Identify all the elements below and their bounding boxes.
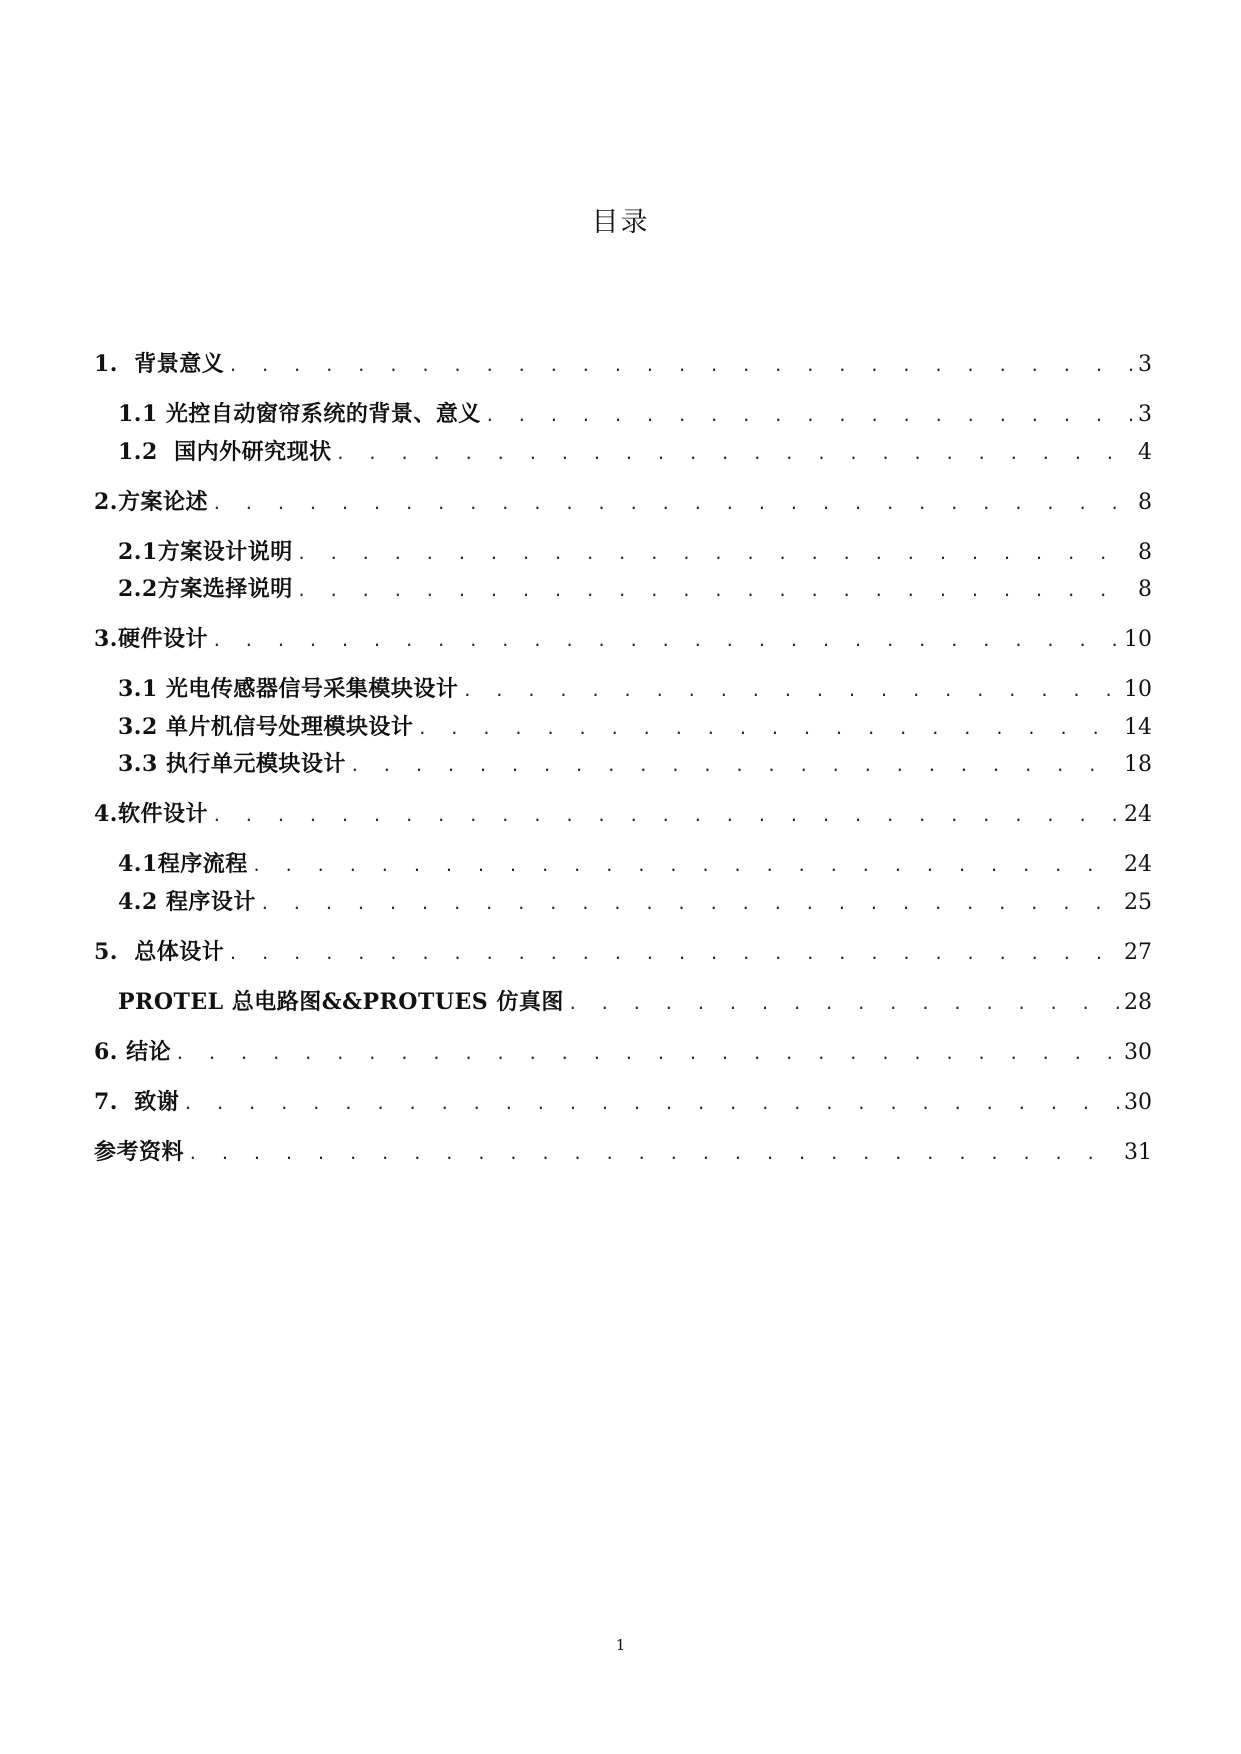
toc-entry-page: 30 [1124, 1090, 1152, 1115]
toc-entry-label: 2.1方案设计说明 [118, 539, 293, 565]
toc-dot-leader [228, 351, 1134, 381]
toc-dot-leader [175, 1039, 1120, 1069]
toc-entry[interactable] [118, 399, 1152, 429]
toc-entry[interactable] [94, 1087, 1152, 1117]
toc-entry[interactable] [94, 799, 1152, 829]
toc-entry[interactable] [118, 849, 1152, 879]
toc-entry-label: 4.软件设计 [94, 801, 208, 827]
toc-entry[interactable] [94, 1037, 1152, 1067]
toc-entry-label: 1.1 光控自动窗帘系统的背景、意义 [118, 401, 481, 427]
toc-entry[interactable] [118, 749, 1152, 779]
toc-entry-page: 18 [1124, 752, 1152, 777]
toc-entry-label: 4.1程序流程 [118, 851, 248, 877]
toc-entry-page: 8 [1138, 540, 1152, 565]
page-title: 目录 [591, 207, 650, 238]
toc-entry[interactable] [118, 674, 1152, 704]
toc-entry[interactable] [118, 437, 1152, 467]
toc-entry[interactable] [94, 624, 1152, 654]
toc-entry-label: PROTEL 总电路图&&PROTUES 仿真图 [118, 989, 564, 1015]
toc-entry-page: 8 [1138, 490, 1152, 515]
toc-dot-leader [297, 576, 1134, 606]
toc-entry-page: 28 [1124, 990, 1152, 1015]
toc-entry-label: 参考资料 [94, 1139, 185, 1165]
toc-entry[interactable] [118, 887, 1152, 917]
toc-entry[interactable] [118, 574, 1152, 604]
toc-entry-page: 31 [1124, 1140, 1152, 1165]
table-of-contents [94, 0, 1152, 1754]
toc-entry-page: 30 [1124, 1040, 1152, 1065]
toc-entry-page: 3 [1138, 352, 1152, 377]
toc-dot-leader [568, 989, 1120, 1019]
toc-entry-page: 8 [1138, 577, 1152, 602]
toc-entry[interactable] [94, 937, 1152, 967]
toc-entry-label: 3.1 光电传感器信号采集模块设计 [118, 676, 459, 702]
toc-entry-label: 7. 致谢 [94, 1089, 180, 1115]
toc-dot-leader [350, 751, 1120, 781]
toc-entry-label: 2.方案论述 [94, 489, 208, 515]
toc-entry-page: 25 [1124, 890, 1152, 915]
toc-dot-leader [183, 1089, 1120, 1119]
toc-entry-page: 24 [1124, 802, 1152, 827]
page-number: 1 [615, 1636, 626, 1654]
toc-dot-leader [212, 801, 1120, 831]
toc-entry-label: 5. 总体设计 [94, 939, 225, 965]
toc-dot-leader [336, 439, 1134, 469]
toc-dot-leader [260, 889, 1120, 919]
toc-dot-leader [188, 1139, 1120, 1169]
toc-entry-page: 27 [1124, 940, 1152, 965]
toc-entry-page: 10 [1124, 627, 1152, 652]
toc-entry-label: 3.硬件设计 [94, 626, 208, 652]
toc-dot-leader [228, 939, 1120, 969]
toc-entry[interactable] [118, 712, 1152, 742]
toc-entry[interactable] [94, 1137, 1152, 1167]
toc-dot-leader [485, 401, 1134, 431]
toc-entry-page: 3 [1138, 402, 1152, 427]
toc-entry-label: 1. 背景意义 [94, 351, 225, 377]
toc-dot-leader [212, 489, 1134, 519]
toc-dot-leader [417, 714, 1120, 744]
toc-entry-label: 6. 结论 [94, 1039, 172, 1065]
toc-dot-leader [297, 539, 1134, 569]
toc-entry[interactable] [118, 537, 1152, 567]
toc-entry-label: 3.3 执行单元模块设计 [118, 751, 346, 777]
toc-entry-page: 14 [1124, 715, 1152, 740]
toc-entry-page: 24 [1124, 852, 1152, 877]
toc-dot-leader [462, 676, 1120, 706]
toc-entry-label: 3.2 单片机信号处理模块设计 [118, 714, 414, 740]
toc-entry-label: 1.2 国内外研究现状 [118, 439, 332, 465]
toc-entry[interactable] [94, 349, 1152, 379]
toc-entry-label: 2.2方案选择说明 [118, 576, 293, 602]
toc-entry-page: 10 [1124, 677, 1152, 702]
toc-dot-leader [252, 851, 1120, 881]
toc-entry[interactable] [118, 987, 1152, 1017]
toc-entry-label: 4.2 程序设计 [118, 889, 256, 915]
toc-entry-page: 4 [1138, 440, 1152, 465]
toc-entry[interactable] [94, 487, 1152, 517]
toc-dot-leader [212, 626, 1120, 656]
